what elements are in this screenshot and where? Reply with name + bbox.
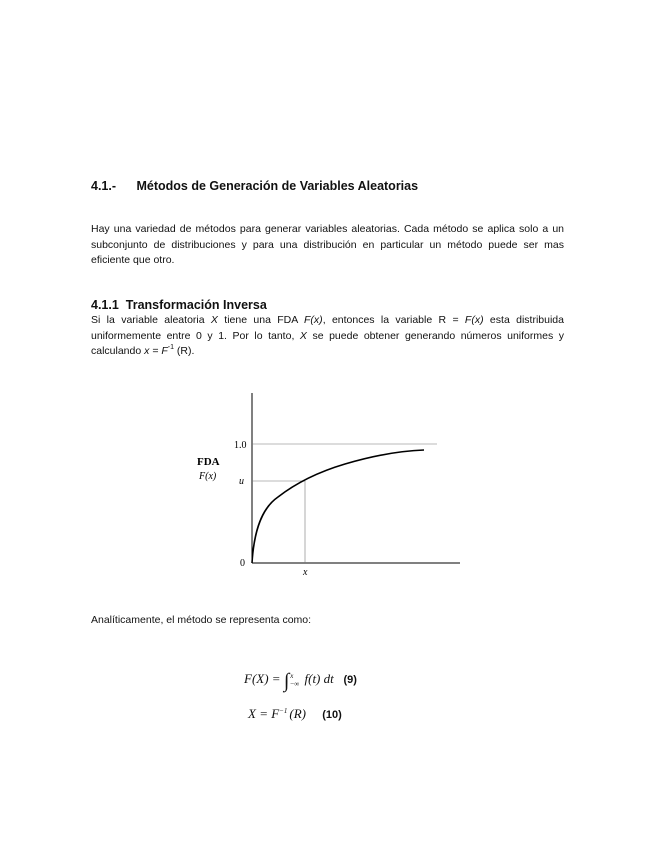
para2-fx-2: F(x) [464, 314, 484, 326]
integral-limits [290, 672, 299, 688]
eq10-number: (10) [322, 709, 342, 721]
subsection-title: Transformación Inversa [125, 298, 267, 312]
eq10-inverse-sup: −1 [279, 707, 288, 715]
tick-label-one: 1.0 [234, 440, 247, 451]
para2-text-6: (R). [174, 345, 195, 357]
para2-x-equals-f: x = F [144, 345, 168, 357]
para2-var-x: X [210, 314, 218, 326]
section-number: 4.1.- [91, 179, 117, 193]
para2-text-4: esta distribuida uniformemente entre 0 y 1. Por lo tanto, [91, 314, 564, 342]
tick-label-x: x [303, 567, 308, 578]
para2-text-2: tiene una FDA [217, 314, 305, 326]
section-title: Métodos de Generación de Variables Aleatorias [136, 179, 419, 193]
eq10-lhs: X = F [248, 706, 280, 721]
equation-9 [244, 670, 357, 693]
para2-text-5: se puede obtener generando números uniformes y calculando [91, 329, 564, 357]
subsection-number: 4.1.1 [91, 298, 119, 312]
eq9-lhs: F(X) = [244, 671, 284, 686]
eq10-rhs: (R) [289, 706, 306, 721]
para2-text-1: Si la variable aleatoria [91, 314, 211, 326]
para2-inverse-sup: -1 [167, 344, 174, 351]
para2-var-x-2: X [299, 329, 307, 342]
tick-label-zero: 0 [240, 558, 245, 569]
cdf-curve [252, 450, 424, 563]
eq9-number: (9) [343, 674, 357, 686]
y-label-fda: FDA [197, 456, 220, 468]
equation-10 [248, 706, 342, 722]
para2-text-3: , entonces la variable R = [322, 314, 465, 326]
integral-sign: ∫ [283, 670, 290, 692]
y-label-fx: F(x) [199, 471, 217, 482]
eq9-upper-limit: x [290, 672, 294, 681]
para2-fx: F(x) [304, 314, 323, 326]
intro-paragraph: Hay una variedad de métodos para generar variables aleatorias. Cada método se aplica solo a un subconjunto de distribuciones y para una distribución en particular un método puede ser mas eficiente que otro. [91, 223, 564, 266]
eq9-integrand: f(t) dt [301, 671, 334, 686]
analytic-intro: Analíticamente, el método se representa como: [91, 614, 312, 626]
tick-label-u: u [239, 476, 244, 487]
eq9-lower-limit: −∞ [290, 680, 300, 689]
